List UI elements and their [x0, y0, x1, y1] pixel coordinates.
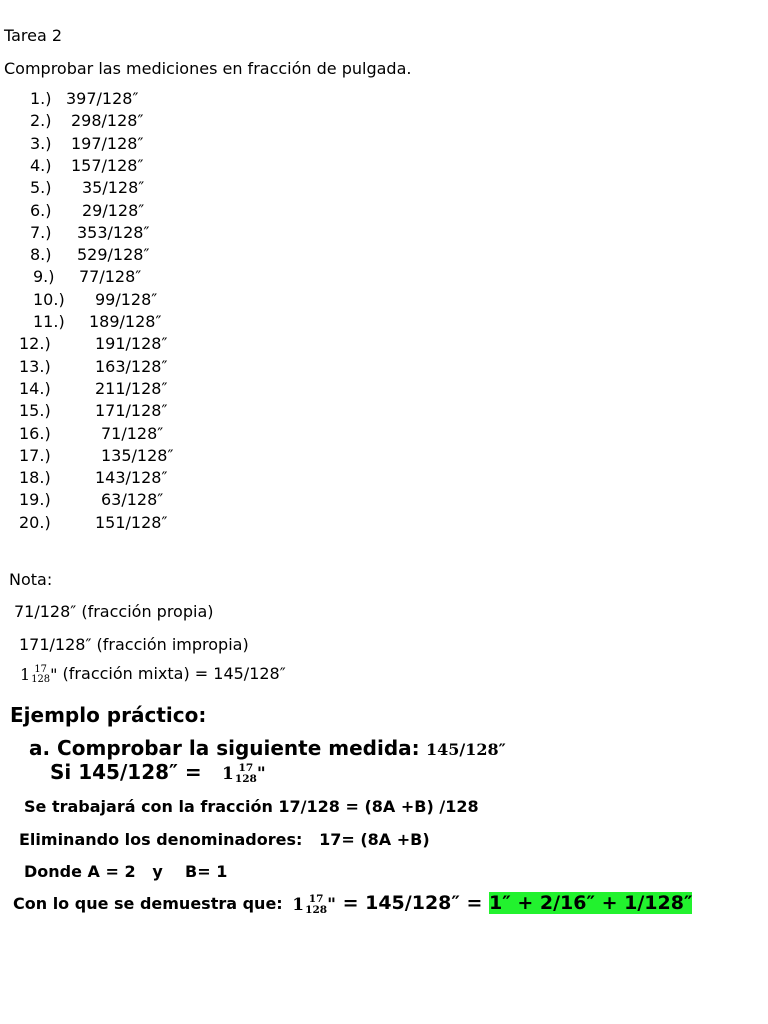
mixed-whole: 1: [20, 665, 31, 684]
item-value: 35/128″: [82, 178, 145, 198]
item-value: 143/128″: [95, 468, 168, 488]
highlighted-result: 1″ + 2/16″ + 1/128″: [489, 892, 693, 914]
item-value: 211/128″: [95, 378, 168, 398]
item-value: 353/128″: [77, 222, 150, 242]
item-number: 17.): [19, 445, 51, 465]
item-value: 63/128″: [101, 490, 164, 510]
item-number: 5.): [30, 178, 52, 198]
fraction: [31, 665, 50, 685]
item-number: 13.): [19, 356, 51, 376]
ejemplo-a-value: 145/128″: [426, 740, 506, 759]
item-number: 3.): [30, 133, 52, 153]
fraction-numerator: 17: [34, 663, 47, 675]
mixed-whole: 1: [222, 763, 234, 784]
nota-mixta: [20, 664, 286, 684]
fraction: [235, 763, 257, 784]
item-number: 8.): [30, 245, 52, 265]
item-value: 298/128″: [71, 111, 144, 131]
inch-mark: ": [256, 763, 266, 784]
ejemplo-heading: Ejemplo práctico:: [10, 703, 207, 727]
document-title: Tarea 2: [4, 26, 63, 45]
item-number: 4.): [30, 155, 52, 175]
line4-prefix: Con lo que se demuestra que:: [13, 894, 283, 913]
item-number: 1.): [30, 89, 52, 108]
ejemplo-a: [29, 736, 506, 760]
fraction-numerator: 17: [238, 761, 254, 774]
item-number: 6.): [30, 200, 52, 220]
nota-label: Nota:: [9, 570, 53, 589]
ejemplo-line4: [13, 892, 692, 915]
mixed-fraction: [20, 665, 57, 685]
item-number: 9.): [33, 267, 55, 287]
item-number: 19.): [19, 490, 51, 510]
nota-propia: 71/128″ (fracción propia): [14, 602, 214, 621]
ejemplo-si: [50, 760, 266, 784]
item-value: 99/128″: [95, 289, 158, 309]
nota-impropia: 171/128″ (fracción impropia): [19, 635, 249, 654]
ejemplo-line3: Donde A = 2 y B= 1: [24, 862, 228, 881]
inch-mark: ": [50, 665, 58, 684]
item-number: 12.): [19, 334, 51, 354]
item-value: 157/128″: [71, 155, 144, 175]
item-value: 163/128″: [95, 356, 168, 376]
item-number: 10.): [33, 289, 65, 309]
item-number: 11.): [33, 312, 65, 331]
item-number: 14.): [19, 378, 51, 398]
mixed-fraction: [222, 763, 266, 784]
item-number: 2.): [30, 111, 52, 131]
fraction-denominator: 128: [31, 673, 51, 685]
item-value: 529/128″: [77, 245, 150, 265]
mixed-fraction: [292, 894, 336, 915]
ejemplo-a-label: a. Comprobar la siguiente medida:: [29, 736, 420, 760]
ejemplo-line2: Eliminando los denominadores: 17= (8A +B): [19, 830, 430, 849]
item-number: 20.): [19, 512, 51, 532]
inch-mark: ": [327, 894, 336, 915]
item-value: 135/128″: [101, 445, 174, 465]
item-value: 29/128″: [82, 200, 145, 220]
item-value: 197/128″: [71, 133, 144, 153]
fraction-denominator: 128: [305, 903, 328, 916]
ejemplo-line1: Se trabajará con la fracción 17/128 = (8A +B) /128: [24, 797, 479, 816]
item-value: 191/128″: [95, 334, 168, 354]
fraction-denominator: 128: [234, 772, 257, 785]
item-number: 7.): [30, 222, 52, 242]
item-number: 18.): [19, 468, 51, 488]
line4-equals: = 145/128″ =: [335, 892, 490, 914]
item-value: 77/128″: [79, 267, 142, 287]
item-value: 189/128″: [89, 312, 162, 331]
item-value: 171/128″: [95, 401, 168, 421]
mixed-whole: 1: [292, 894, 305, 915]
item-value: 151/128″: [95, 512, 168, 532]
instruction-text: Comprobar las mediciones en fracción de pulgada.: [4, 59, 412, 78]
item-number: 16.): [19, 423, 51, 443]
item-value: 397/128″: [66, 89, 139, 108]
fraction-numerator: 17: [308, 892, 324, 905]
fraction: [305, 894, 327, 915]
item-number: 15.): [19, 401, 51, 421]
item-value: 71/128″: [101, 423, 164, 443]
mixta-description: (fracción mixta) = 145/128″: [57, 664, 286, 683]
si-text: Si 145/128″ =: [50, 760, 202, 784]
